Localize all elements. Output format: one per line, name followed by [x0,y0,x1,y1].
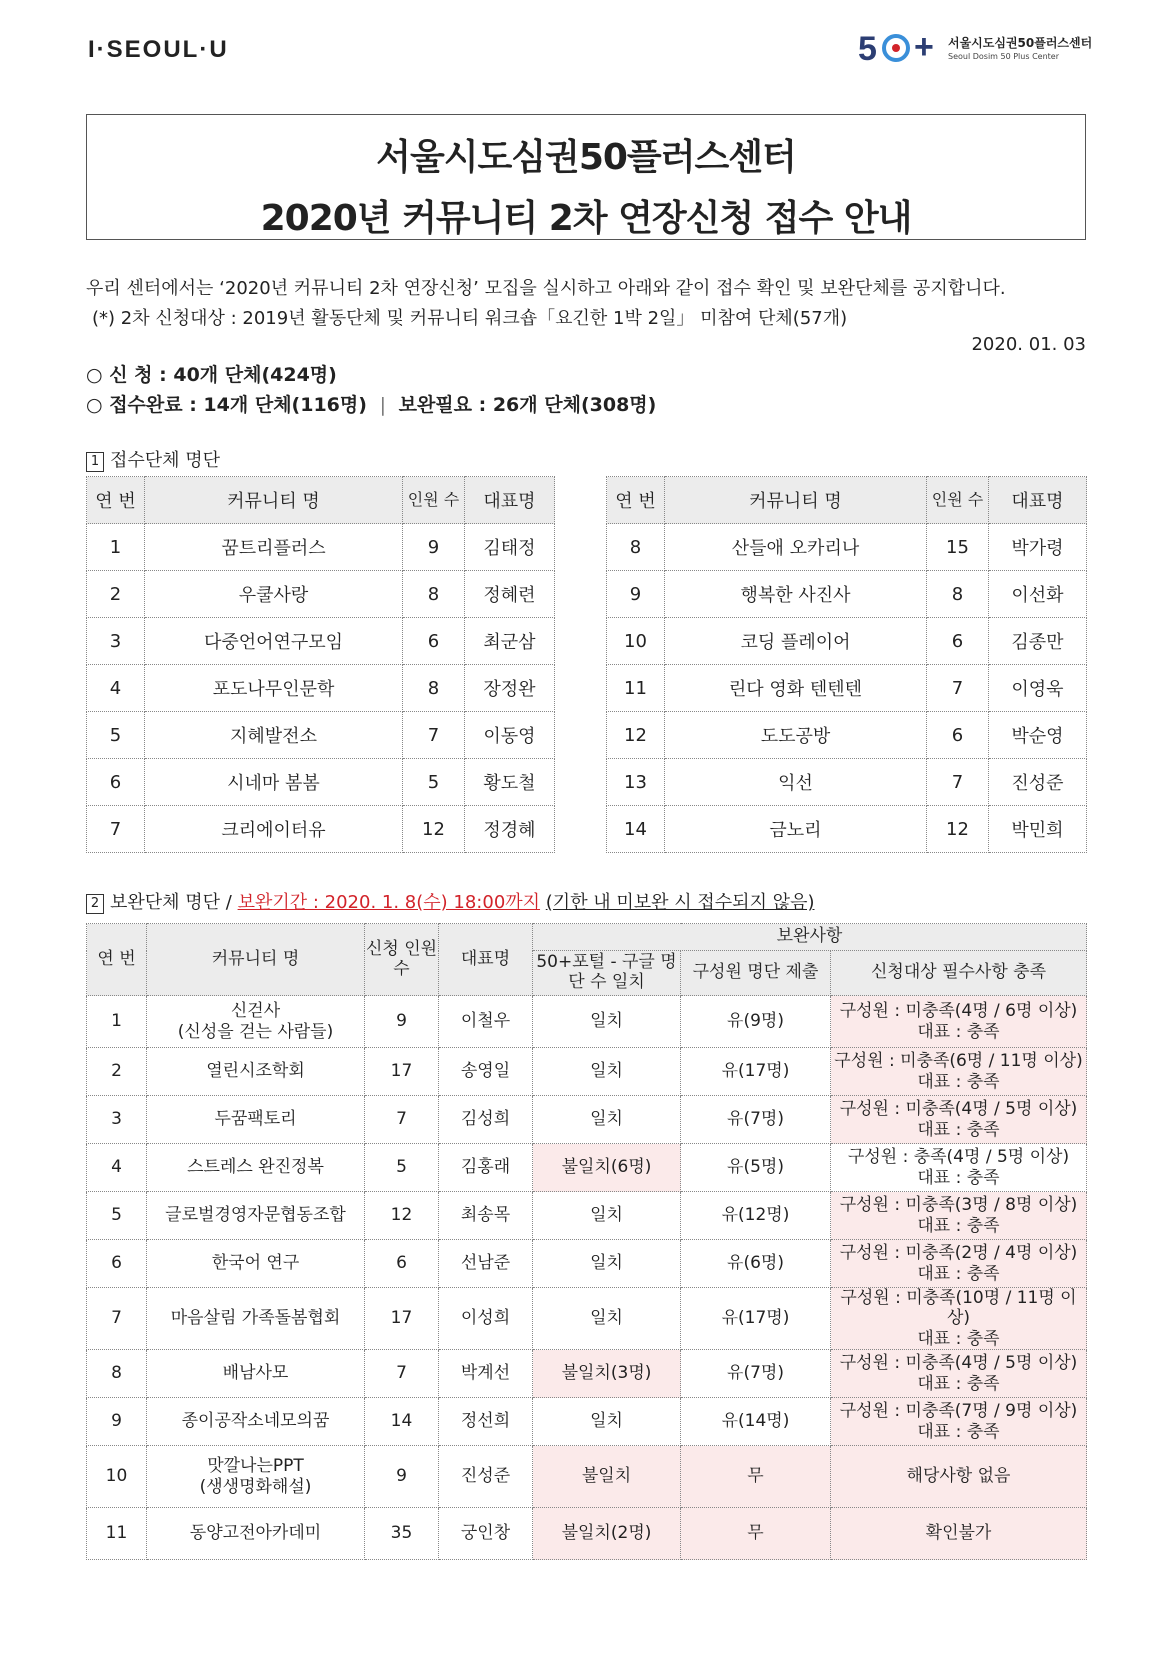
cell-count: 5 [403,759,465,806]
col-name: 커뮤니티 명 [145,477,403,524]
cell-members: 유(9명) [681,996,831,1048]
cell-rep: 박순영 [989,712,1087,759]
req-rep: 대표 : 충족 [917,1167,1000,1188]
cell-name: 금노리 [665,806,927,853]
cell-no: 2 [87,571,145,618]
cell-name: 두꿈팩토리 [147,1096,365,1144]
col-portal: 50+포털 - 구글 명단 수 일치 [533,951,681,996]
cell-members: 유(7명) [681,1350,831,1398]
center-logo-kor: 서울시도심권50플러스센터 [948,36,1093,50]
section1-heading [86,446,220,472]
logo-5: 5 [858,30,877,68]
table-row [607,759,1087,806]
cell-portal: 일치 [533,996,681,1048]
req-members: 구성원 : 미충족(10명 / 11명 이상) [840,1288,1077,1329]
cell-members: 유(12명) [681,1192,831,1240]
cell-requirements [831,996,1087,1048]
cell-count: 35 [365,1508,439,1560]
cell-no: 9 [607,571,665,618]
cell-rep: 정혜련 [465,571,555,618]
cell-name: 지혜발전소 [145,712,403,759]
section1-number: 1 [86,452,104,472]
req-rep: 대표 : 충족 [917,1119,1000,1140]
col-name: 커뮤니티 명 [147,924,365,996]
cell-requirements: 해당사항 없음 [831,1446,1087,1508]
table-row [87,759,555,806]
cell-count: 6 [365,1240,439,1288]
cell-portal: 일치 [533,1192,681,1240]
table-row [607,712,1087,759]
cell-portal: 불일치 [533,1446,681,1508]
cell-portal: 일치 [533,1048,681,1096]
cell-count: 6 [403,618,465,665]
cell-rep: 이영욱 [989,665,1087,712]
col-name: 커뮤니티 명 [665,477,927,524]
cell-members: 유(14명) [681,1398,831,1446]
cell-no: 1 [87,996,147,1048]
intro-text: 우리 센터에서는 ‘2020년 커뮤니티 2차 연장신청’ 모집을 실시하고 아래와 같이 접수 확인 및 보완단체를 공지합니다. [86,278,1006,299]
req-members: 구성원 : 미충족(4명 / 6명 이상) [839,1001,1078,1022]
cell-count: 6 [927,712,989,759]
table-row [87,1288,1087,1350]
cell-members: 무 [681,1446,831,1508]
i-seoul-u-logo-text: I·SEOUL·U [88,36,229,63]
req-members: 구성원 : 미충족(3명 / 8명 이상) [839,1195,1078,1216]
cell-members: 유(6명) [681,1240,831,1288]
col-rep: 대표명 [465,477,555,524]
cell-name: 배남사모 [147,1350,365,1398]
col-no: 연 번 [87,477,145,524]
cell-count: 8 [403,571,465,618]
col-no: 연 번 [87,924,147,996]
cell-no: 11 [87,1508,147,1560]
cell-no: 8 [607,524,665,571]
cell-rep: 궁인창 [439,1508,533,1560]
cell-rep: 정경혜 [465,806,555,853]
req-rep: 대표 : 충족 [917,1421,1000,1442]
cell-name: 도도공방 [665,712,927,759]
summary-separator: | [379,394,386,416]
cell-name-line1: 신걷사 [230,1001,281,1022]
table-row [87,1048,1087,1096]
title-line2: 2020년 커뮤니티 2차 연장신청 접수 안내 [260,198,912,239]
cell-requirements [831,1096,1087,1144]
table-row [87,806,555,853]
cell-name-line1: 맛깔나는PPT [207,1456,304,1477]
cell-requirements [831,1288,1087,1350]
cell-name: 스트레스 완진정복 [147,1144,365,1192]
cell-no: 10 [607,618,665,665]
req-members: 구성원 : 미충족(4명 / 5명 이상) [839,1099,1078,1120]
col-rep: 대표명 [989,477,1087,524]
cell-requirements: 확인불가 [831,1508,1087,1560]
cell-no: 9 [87,1398,147,1446]
cell-count: 14 [365,1398,439,1446]
i-seoul-u-logo [88,36,229,64]
table-row [87,1350,1087,1398]
cell-rep: 김태정 [465,524,555,571]
cell-name [147,996,365,1048]
cell-rep: 진성준 [439,1446,533,1508]
cell-no: 3 [87,1096,147,1144]
table-row [87,1240,1087,1288]
cell-rep: 김홍래 [439,1144,533,1192]
cell-no: 2 [87,1048,147,1096]
section2-heading [86,888,814,914]
intro-target-note: (*) 2차 신청대상 : 2019년 활동단체 및 커뮤니티 워크숍「요긴한 1박 2일」 미참여 단체(57개) [92,308,848,329]
col-count: 신청 인원 수 [365,924,439,996]
cell-rep: 장정완 [465,665,555,712]
cell-no: 7 [87,1288,147,1350]
req-rep: 대표 : 충족 [917,1373,1000,1394]
col-no: 연 번 [607,477,665,524]
req-rep: 대표 : 충족 [917,1328,1000,1349]
cell-count: 8 [927,571,989,618]
cell-name [147,1446,365,1508]
cell-name-line2: (생생명화해설) [199,1476,312,1497]
table-row [87,712,555,759]
cell-name: 린다 영화 텐텐텐 [665,665,927,712]
cell-name: 글로벌경영자문협동조합 [147,1192,365,1240]
cell-portal: 일치 [533,1096,681,1144]
col-count: 인원 수 [927,477,989,524]
summary-needed: 보완필요 : 26개 단체(308명) [398,394,657,416]
cell-count: 6 [927,618,989,665]
notice-date: 2020. 01. 03 [971,334,1086,355]
req-members: 구성원 : 미충족(4명 / 5명 이상) [839,1353,1078,1374]
supplement-note: (기한 내 미보완 시 접수되지 않음) [545,892,815,913]
cell-rep: 이동영 [465,712,555,759]
cell-no: 1 [87,524,145,571]
cell-count: 7 [365,1096,439,1144]
title-box [86,114,1086,240]
col-requirements: 신청대상 필수사항 충족 [831,951,1087,996]
cell-count: 8 [403,665,465,712]
title-line1: 서울시도심권50플러스센터 [376,137,796,178]
cell-count: 12 [927,806,989,853]
cell-no: 5 [87,1192,147,1240]
table-row [87,1446,1087,1508]
cell-no: 5 [87,712,145,759]
table-row [607,571,1087,618]
cell-name: 우쿨사랑 [145,571,403,618]
req-members: 구성원 : 충족(4명 / 5명 이상) [847,1147,1070,1168]
cell-name-line2: (신성을 걷는 사람들) [177,1021,334,1042]
cell-portal: 불일치(6명) [533,1144,681,1192]
cell-requirements [831,1144,1087,1192]
table-row [607,806,1087,853]
cell-name: 포도나무인문학 [145,665,403,712]
cell-count: 7 [365,1350,439,1398]
table-row [87,571,555,618]
cell-no: 14 [607,806,665,853]
cell-portal: 일치 [533,1398,681,1446]
cell-rep: 송영일 [439,1048,533,1096]
cell-count: 12 [403,806,465,853]
cell-rep: 박가령 [989,524,1087,571]
cell-requirements [831,1192,1087,1240]
supplement-table [86,923,1087,1560]
table-header-row [607,477,1087,524]
cell-rep: 박민희 [989,806,1087,853]
cell-members: 유(7명) [681,1096,831,1144]
cell-portal: 불일치(2명) [533,1508,681,1560]
table-row [87,1144,1087,1192]
cell-members: 유(17명) [681,1288,831,1350]
req-rep: 대표 : 충족 [917,1021,1000,1042]
cell-count: 5 [365,1144,439,1192]
req-members: 구성원 : 미충족(7명 / 9명 이상) [839,1401,1078,1422]
table-header-row [87,477,555,524]
cell-rep: 김성희 [439,1096,533,1144]
cell-no: 8 [87,1350,147,1398]
summary-completed: ○ 접수완료 : 14개 단체(116명) [86,394,367,416]
cell-count: 7 [927,665,989,712]
center-logo-eng: Seoul Dosim 50 Plus Center [948,52,1059,61]
cell-count: 9 [365,1446,439,1508]
logo-ring-icon [882,34,910,62]
cell-rep: 황도철 [465,759,555,806]
cell-name: 행복한 사진사 [665,571,927,618]
cell-rep: 박계선 [439,1350,533,1398]
cell-portal: 일치 [533,1288,681,1350]
cell-rep: 이철우 [439,996,533,1048]
section1-title: 접수단체 명단 [110,450,221,471]
req-rep: 대표 : 충족 [917,1263,1000,1284]
table-row [607,524,1087,571]
section2-title: 보완단체 명단 / [110,892,232,913]
table-row [87,996,1087,1048]
cell-count: 9 [403,524,465,571]
supplement-deadline: 보완기간 : 2020. 1. 8(수) 18:00까지 [237,892,541,913]
cell-requirements [831,1398,1087,1446]
cell-count: 9 [365,996,439,1048]
cell-name: 산들애 오카리나 [665,524,927,571]
cell-requirements [831,1048,1087,1096]
cell-members: 유(17명) [681,1048,831,1096]
accepted-table-right [606,476,1087,853]
summary-line2 [86,390,656,417]
cell-no: 10 [87,1446,147,1508]
cell-requirements [831,1240,1087,1288]
cell-rep: 최송목 [439,1192,533,1240]
summary-applied: ○ 신 청 : 40개 단체(424명) [86,364,337,386]
cell-name: 코딩 플레이어 [665,618,927,665]
cell-rep: 정선희 [439,1398,533,1446]
cell-no: 3 [87,618,145,665]
cell-members: 무 [681,1508,831,1560]
table-row [87,1398,1087,1446]
table-row [607,665,1087,712]
cell-requirements [831,1350,1087,1398]
req-members: 구성원 : 미충족(2명 / 4명 이상) [839,1243,1078,1264]
logo-plus: + [914,28,934,66]
req-rep: 대표 : 충족 [917,1071,1000,1092]
req-members: 구성원 : 미충족(6명 / 11명 이상) [834,1051,1083,1072]
cell-rep: 이선화 [989,571,1087,618]
req-rep: 대표 : 충족 [917,1215,1000,1236]
cell-no: 11 [607,665,665,712]
col-count: 인원 수 [403,477,465,524]
cell-no: 4 [87,1144,147,1192]
cell-rep: 김종만 [989,618,1087,665]
center-logo [858,24,1093,74]
table-row [87,618,555,665]
cell-portal: 일치 [533,1240,681,1288]
cell-count: 15 [927,524,989,571]
table-row [87,665,555,712]
cell-name: 익선 [665,759,927,806]
cell-count: 7 [927,759,989,806]
cell-count: 7 [403,712,465,759]
cell-name: 마음살림 가족돌봄협회 [147,1288,365,1350]
cell-name: 다중언어연구모임 [145,618,403,665]
cell-rep: 이성희 [439,1288,533,1350]
cell-count: 17 [365,1288,439,1350]
accepted-table-left [86,476,555,853]
cell-name: 종이공작소네모의꿈 [147,1398,365,1446]
col-group-supplement: 보완사항 [533,924,1087,951]
cell-members: 유(5명) [681,1144,831,1192]
cell-name: 시네마 봄봄 [145,759,403,806]
table-row [607,618,1087,665]
section2-number: 2 [86,894,104,914]
cell-no: 6 [87,759,145,806]
cell-name: 동양고전아카데미 [147,1508,365,1560]
cell-no: 7 [87,806,145,853]
cell-rep: 선남준 [439,1240,533,1288]
cell-name: 꿈트리플러스 [145,524,403,571]
col-members: 구성원 명단 제출 [681,951,831,996]
table-row [87,1096,1087,1144]
cell-no: 4 [87,665,145,712]
table-header-row [87,924,1087,951]
table-row [87,1192,1087,1240]
cell-no: 12 [607,712,665,759]
cell-portal: 불일치(3명) [533,1350,681,1398]
table-row [87,1508,1087,1560]
cell-count: 17 [365,1048,439,1096]
cell-no: 6 [87,1240,147,1288]
table-row [87,524,555,571]
cell-name: 열린시조학회 [147,1048,365,1096]
cell-no: 13 [607,759,665,806]
cell-name: 한국어 연구 [147,1240,365,1288]
cell-rep: 진성준 [989,759,1087,806]
cell-count: 12 [365,1192,439,1240]
cell-rep: 최군삼 [465,618,555,665]
cell-name: 크리에이터유 [145,806,403,853]
col-rep: 대표명 [439,924,533,996]
